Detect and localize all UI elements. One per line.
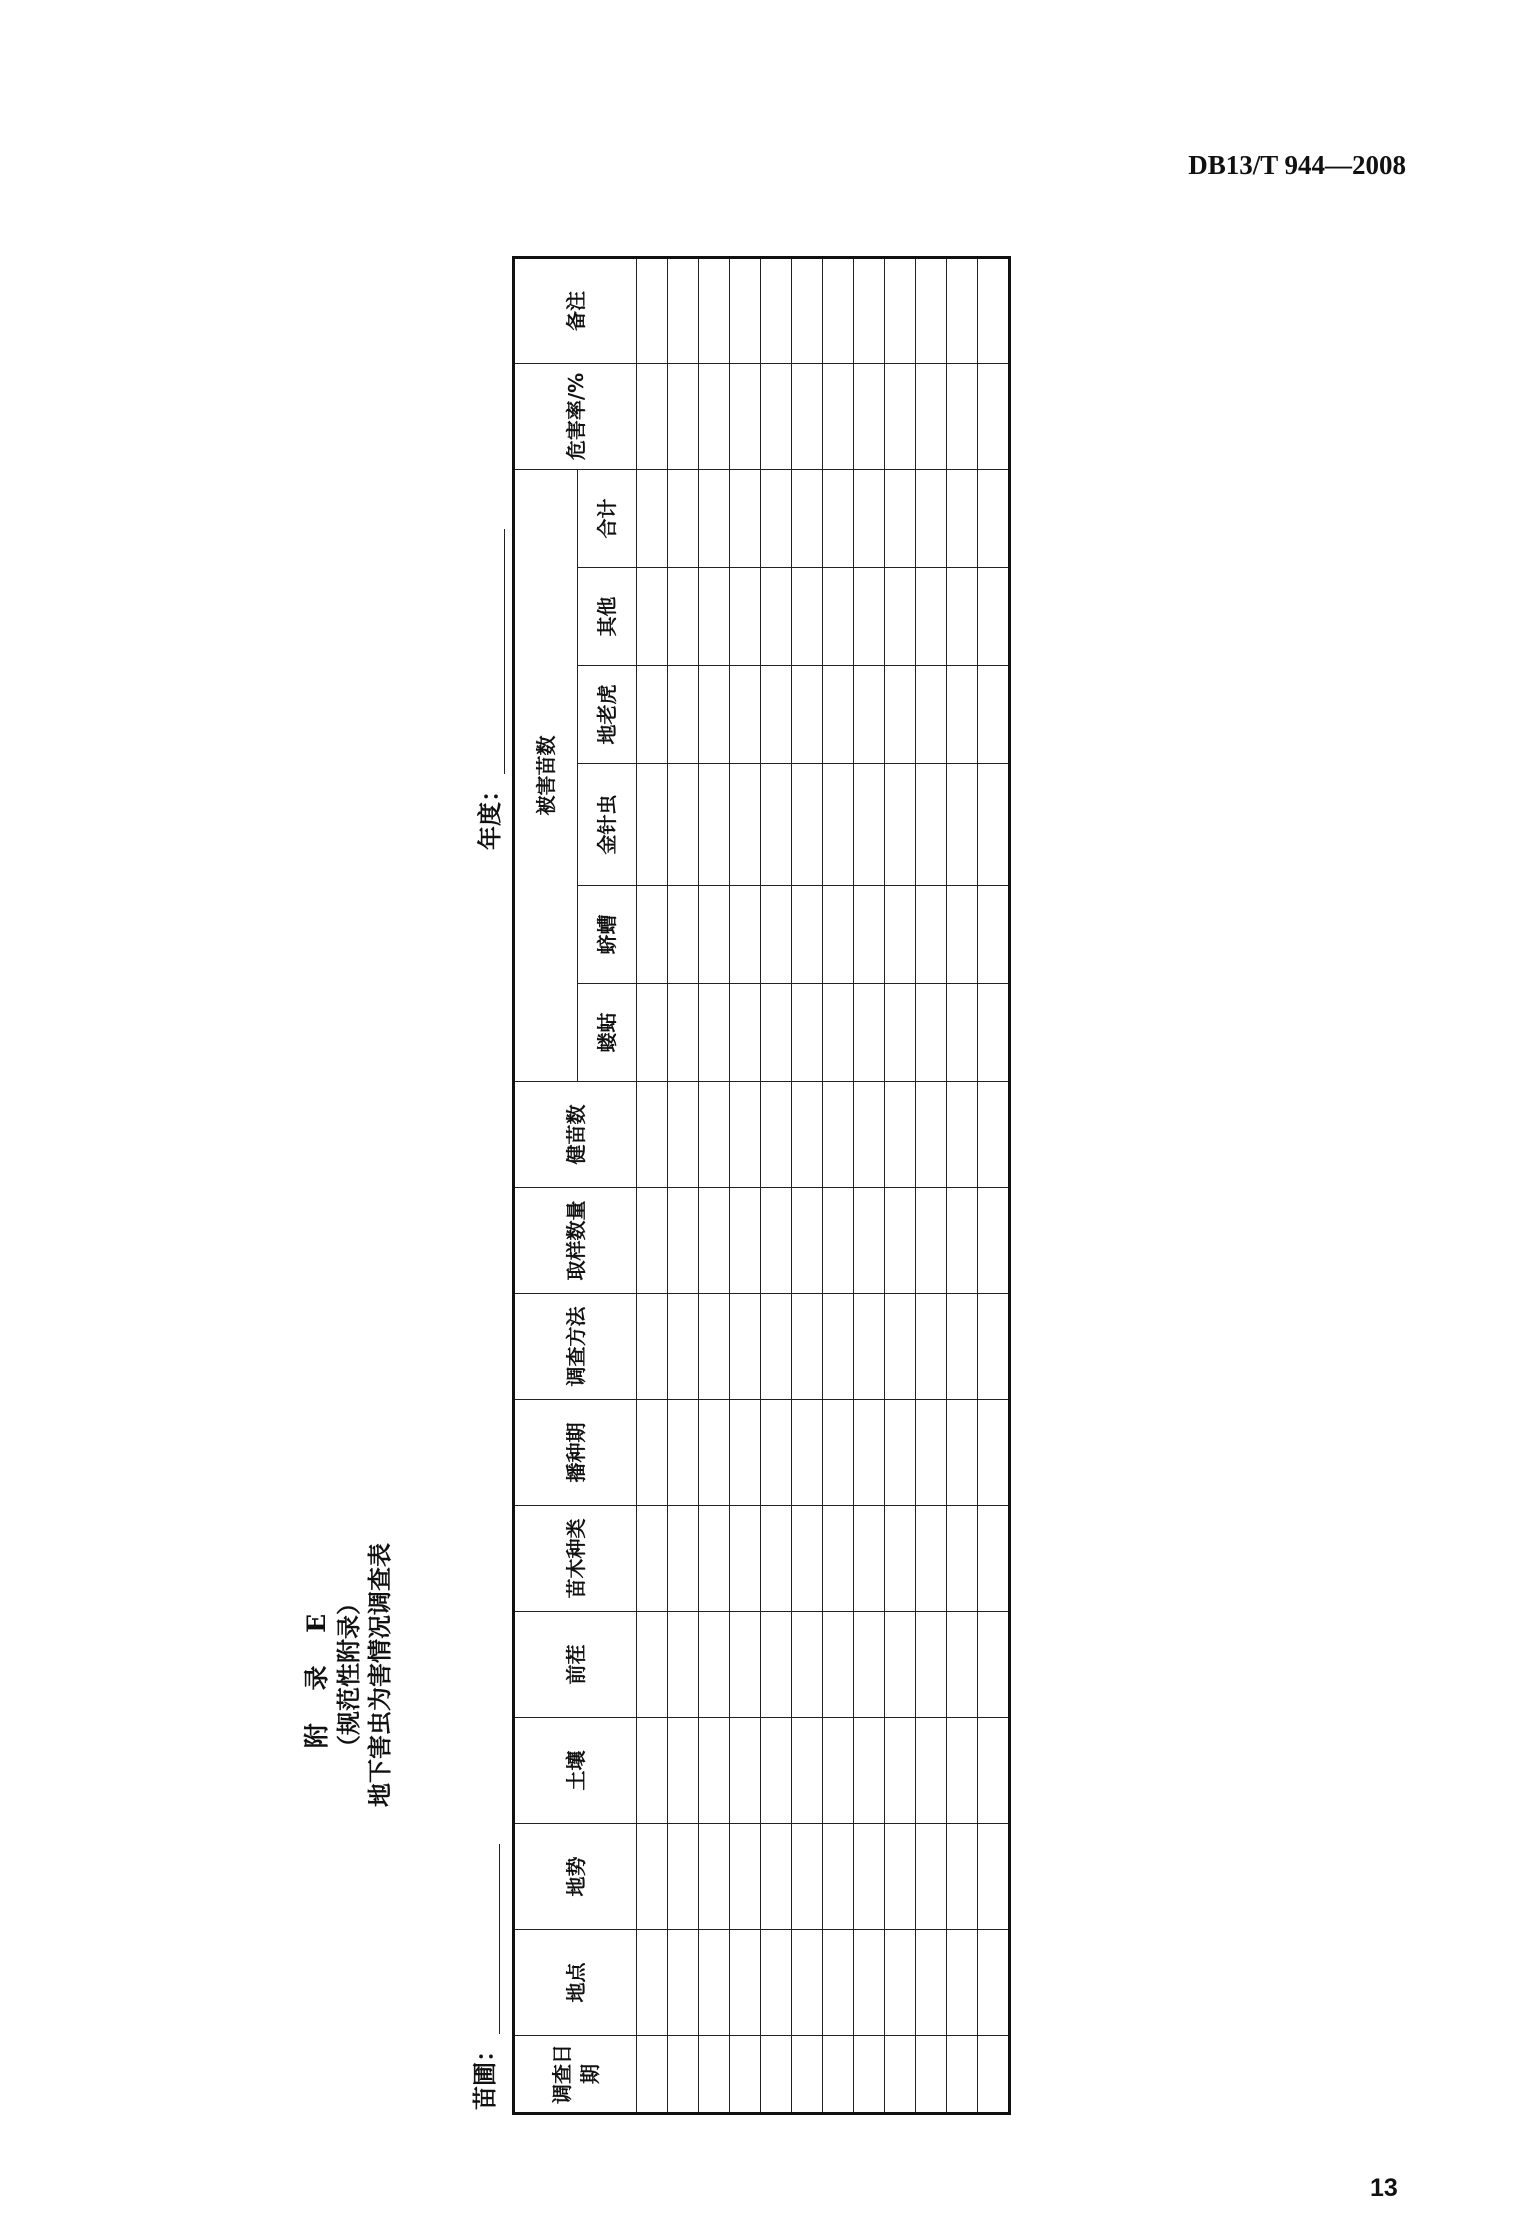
table-cell — [885, 666, 916, 764]
table-cell — [823, 1294, 854, 1400]
table-cell — [699, 2036, 730, 2114]
table-cell — [916, 1188, 947, 1294]
table-cell — [978, 984, 1010, 1082]
table-row — [823, 258, 854, 2114]
table-cell — [761, 1824, 792, 1930]
table-cell — [854, 1930, 885, 2036]
table-cell — [854, 666, 885, 764]
table-cell — [792, 1294, 823, 1400]
table-cell — [947, 1188, 978, 1294]
table-cell — [978, 1930, 1010, 2036]
header-survey-method: 调查方法 — [514, 1294, 637, 1400]
table-cell — [885, 1188, 916, 1294]
table-cell — [792, 568, 823, 666]
table-cell — [978, 1082, 1010, 1188]
table-cell — [668, 1930, 699, 2036]
table-cell — [916, 258, 947, 364]
table-cell — [916, 666, 947, 764]
table-cell — [730, 666, 761, 764]
table-cell — [978, 2036, 1010, 2114]
table-cell — [823, 258, 854, 364]
header-previous-crop: 前茬 — [514, 1612, 637, 1718]
table-cell — [823, 1718, 854, 1824]
table-cell — [730, 470, 761, 568]
table-cell — [916, 764, 947, 886]
table-cell — [637, 2036, 668, 2114]
table-cell — [792, 1082, 823, 1188]
table-cell — [761, 886, 792, 984]
table-cell — [699, 886, 730, 984]
table-row — [792, 258, 823, 2114]
table-cell — [792, 1612, 823, 1718]
table-cell — [885, 1506, 916, 1612]
table-cell — [637, 1400, 668, 1506]
table-cell — [637, 984, 668, 1082]
table-row — [761, 258, 792, 2114]
table-cell — [699, 1188, 730, 1294]
header-terrain: 地势 — [514, 1824, 637, 1930]
table-cell — [854, 1824, 885, 1930]
table-cell — [916, 2036, 947, 2114]
table-cell — [916, 1506, 947, 1612]
table-cell — [916, 1930, 947, 2036]
table-cell — [730, 1824, 761, 1930]
table-cell — [885, 2036, 916, 2114]
table-cell — [699, 1400, 730, 1506]
table-cell — [761, 984, 792, 1082]
table-cell — [823, 666, 854, 764]
table-cell — [978, 1718, 1010, 1824]
nursery-blank — [499, 1844, 500, 2034]
table-cell — [885, 470, 916, 568]
table-cell — [668, 1718, 699, 1824]
appendix-heading: 附 录 E — [302, 1601, 331, 1749]
table-cell — [854, 764, 885, 886]
table-cell — [792, 984, 823, 1082]
table-cell — [699, 984, 730, 1082]
table-cell — [947, 1930, 978, 2036]
table-cell — [916, 886, 947, 984]
table-cell — [699, 1824, 730, 1930]
table-cell — [947, 258, 978, 364]
table-cell — [699, 1082, 730, 1188]
table-cell — [978, 1506, 1010, 1612]
table-cell — [978, 1294, 1010, 1400]
table-cell — [699, 1506, 730, 1612]
table-cell — [947, 666, 978, 764]
table-cell — [854, 1082, 885, 1188]
table-cell — [854, 886, 885, 984]
table-cell — [947, 2036, 978, 2114]
table-cell — [637, 886, 668, 984]
table-cell — [823, 470, 854, 568]
table-cell — [730, 2036, 761, 2114]
header-sample-quantity: 取样数量 — [514, 1188, 637, 1294]
table-cell — [699, 1294, 730, 1400]
appendix-title — [300, 1160, 396, 2190]
table-cell — [947, 1824, 978, 1930]
table-cell — [792, 1824, 823, 1930]
table-cell — [699, 1718, 730, 1824]
table-cell — [978, 1400, 1010, 1506]
table-cell — [730, 764, 761, 886]
survey-table — [512, 256, 1011, 2115]
table-cell — [792, 258, 823, 364]
table-cell — [637, 1188, 668, 1294]
table-row — [730, 258, 761, 2114]
table-cell — [947, 1718, 978, 1824]
table-cell — [885, 1612, 916, 1718]
table-cell — [947, 1082, 978, 1188]
table-cell — [823, 764, 854, 886]
table-cell — [916, 364, 947, 470]
table-cell — [730, 1294, 761, 1400]
table-cell — [978, 764, 1010, 886]
table-cell — [668, 568, 699, 666]
table-cell — [730, 1718, 761, 1824]
table-cell — [730, 364, 761, 470]
table-cell — [885, 764, 916, 886]
table-cell — [947, 764, 978, 886]
table-cell — [854, 984, 885, 1082]
year-field — [470, 529, 505, 850]
page-number: 13 — [1370, 2174, 1398, 2202]
table-cell — [978, 364, 1010, 470]
table-cell — [916, 1718, 947, 1824]
table-cell — [699, 470, 730, 568]
table-row — [885, 258, 916, 2114]
header-location: 地点 — [514, 1930, 637, 2036]
table-cell — [947, 568, 978, 666]
table-cell — [978, 886, 1010, 984]
table-cell — [637, 1294, 668, 1400]
table-cell — [668, 2036, 699, 2114]
table-cell — [885, 1930, 916, 2036]
table-cell — [792, 1400, 823, 1506]
table-cell — [761, 568, 792, 666]
table-cell — [761, 470, 792, 568]
year-label: 年度： — [476, 778, 504, 850]
table-cell — [978, 568, 1010, 666]
table-cell — [668, 1188, 699, 1294]
table-cell — [699, 1612, 730, 1718]
table-cell — [947, 1506, 978, 1612]
table-cell — [885, 1400, 916, 1506]
table-cell — [916, 984, 947, 1082]
table-cell — [730, 1082, 761, 1188]
table-cell — [978, 470, 1010, 568]
table-cell — [699, 258, 730, 364]
table-cell — [668, 1082, 699, 1188]
table-cell — [668, 1824, 699, 1930]
table-cell — [947, 1400, 978, 1506]
header-remarks: 备注 — [514, 258, 637, 364]
nursery-field — [465, 1844, 500, 2110]
table-cell — [637, 1930, 668, 2036]
table-cell — [637, 666, 668, 764]
table-row — [978, 258, 1010, 2114]
table-cell — [916, 1294, 947, 1400]
table-row — [854, 258, 885, 2114]
table-cell — [885, 1294, 916, 1400]
table-cell — [823, 1612, 854, 1718]
table-cell — [947, 470, 978, 568]
table-cell — [730, 1612, 761, 1718]
table-cell — [668, 364, 699, 470]
rotated-sheet — [300, 160, 1200, 2190]
header-damage-rate: 危害率/% — [514, 364, 637, 470]
table-cell — [916, 1824, 947, 1930]
table-cell — [637, 258, 668, 364]
table-cell — [761, 1718, 792, 1824]
table-cell — [885, 258, 916, 364]
table-cell — [823, 1400, 854, 1506]
nursery-label: 苗圃： — [471, 2038, 499, 2110]
table-row — [668, 258, 699, 2114]
table-cell — [792, 1930, 823, 2036]
table-cell — [978, 1188, 1010, 1294]
table-cell — [854, 1612, 885, 1718]
table-title: 地下害虫为害情况调查表 — [365, 1543, 394, 1807]
table-cell — [668, 886, 699, 984]
appendix-type: （规范性附录） — [334, 1591, 363, 1759]
table-cell — [823, 1824, 854, 1930]
table-cell — [730, 1400, 761, 1506]
table-cell — [916, 568, 947, 666]
year-blank — [504, 529, 505, 774]
table-cell — [947, 984, 978, 1082]
table-body — [637, 258, 1010, 2114]
table-cell — [792, 470, 823, 568]
table-cell — [668, 1612, 699, 1718]
table-cell — [885, 1082, 916, 1188]
table-cell — [947, 1612, 978, 1718]
table-cell — [792, 1188, 823, 1294]
table-cell — [637, 1824, 668, 1930]
table-cell — [916, 1082, 947, 1188]
header-mole-cricket: 蝼蛄 — [578, 984, 637, 1082]
table-cell — [885, 984, 916, 1082]
table-cell — [699, 764, 730, 886]
header-row-1 — [514, 258, 578, 2114]
table-cell — [699, 568, 730, 666]
table-cell — [854, 568, 885, 666]
table-cell — [885, 568, 916, 666]
table-cell — [916, 1612, 947, 1718]
table-cell — [854, 1718, 885, 1824]
header-wireworm: 金针虫 — [578, 764, 637, 886]
table-cell — [761, 1400, 792, 1506]
table-cell — [916, 1400, 947, 1506]
table-cell — [978, 1612, 1010, 1718]
table-cell — [637, 568, 668, 666]
table-cell — [761, 1506, 792, 1612]
table-cell — [730, 886, 761, 984]
table-cell — [823, 364, 854, 470]
table-cell — [699, 666, 730, 764]
table-row — [637, 258, 668, 2114]
table-row — [947, 258, 978, 2114]
table-cell — [730, 984, 761, 1082]
header-survey-date: 调查日期 — [514, 2036, 637, 2114]
table-cell — [823, 886, 854, 984]
table-cell — [823, 984, 854, 1082]
table-cell — [637, 364, 668, 470]
table-cell — [761, 1612, 792, 1718]
table-cell — [637, 1082, 668, 1188]
table-cell — [792, 666, 823, 764]
table-cell — [761, 2036, 792, 2114]
table-cell — [761, 1930, 792, 2036]
header-total: 合计 — [578, 470, 637, 568]
table-cell — [730, 568, 761, 666]
header-damaged-seedlings: 被害苗数 — [514, 470, 578, 1082]
table-cell — [854, 1294, 885, 1400]
table-cell — [823, 2036, 854, 2114]
table-cell — [761, 666, 792, 764]
header-grub: 蛴螬 — [578, 886, 637, 984]
header-seedling-type: 苗木种类 — [514, 1506, 637, 1612]
header-sowing-period: 播种期 — [514, 1400, 637, 1506]
table-cell — [947, 364, 978, 470]
table-cell — [978, 258, 1010, 364]
table-cell — [668, 470, 699, 568]
table-cell — [823, 1930, 854, 2036]
table-cell — [730, 1930, 761, 2036]
table-cell — [854, 470, 885, 568]
table-cell — [637, 1506, 668, 1612]
table-cell — [947, 886, 978, 984]
table-cell — [885, 364, 916, 470]
header-cutworm: 地老虎 — [578, 666, 637, 764]
table-cell — [854, 2036, 885, 2114]
table-cell — [792, 1718, 823, 1824]
table-cell — [637, 470, 668, 568]
table-cell — [761, 1294, 792, 1400]
table-cell — [730, 258, 761, 364]
standard-code: DB13/T 944—2008 — [1188, 150, 1406, 180]
table-cell — [854, 258, 885, 364]
table-cell — [699, 1930, 730, 2036]
table-cell — [668, 1506, 699, 1612]
table-cell — [885, 886, 916, 984]
table-cell — [730, 1506, 761, 1612]
table-cell — [792, 2036, 823, 2114]
table-cell — [761, 364, 792, 470]
table-cell — [854, 1506, 885, 1612]
table-cell — [761, 1082, 792, 1188]
table-cell — [978, 1824, 1010, 1930]
table-cell — [947, 1294, 978, 1400]
table-cell — [668, 984, 699, 1082]
table-cell — [916, 470, 947, 568]
table-row — [699, 258, 730, 2114]
header-soil: 土壤 — [514, 1718, 637, 1824]
table-cell — [823, 1506, 854, 1612]
table-cell — [792, 364, 823, 470]
table-cell — [637, 1718, 668, 1824]
table-cell — [668, 1400, 699, 1506]
table-cell — [637, 1612, 668, 1718]
table-cell — [854, 1400, 885, 1506]
table-cell — [761, 764, 792, 886]
table-cell — [668, 1294, 699, 1400]
table-cell — [792, 764, 823, 886]
table-cell — [668, 666, 699, 764]
table-cell — [823, 1082, 854, 1188]
table-cell — [699, 364, 730, 470]
table-cell — [761, 258, 792, 364]
header-other: 其他 — [578, 568, 637, 666]
table-cell — [823, 1188, 854, 1294]
table-cell — [668, 258, 699, 364]
table-cell — [792, 886, 823, 984]
table-cell — [761, 1188, 792, 1294]
table-cell — [823, 568, 854, 666]
table-cell — [637, 764, 668, 886]
table-cell — [854, 1188, 885, 1294]
table-row — [916, 258, 947, 2114]
table-cell — [792, 1506, 823, 1612]
table-cell — [885, 1824, 916, 1930]
table-cell — [885, 1718, 916, 1824]
table-cell — [854, 364, 885, 470]
table-cell — [668, 764, 699, 886]
table-cell — [730, 1188, 761, 1294]
table-cell — [978, 666, 1010, 764]
header-healthy-seedlings: 健苗数 — [514, 1082, 637, 1188]
